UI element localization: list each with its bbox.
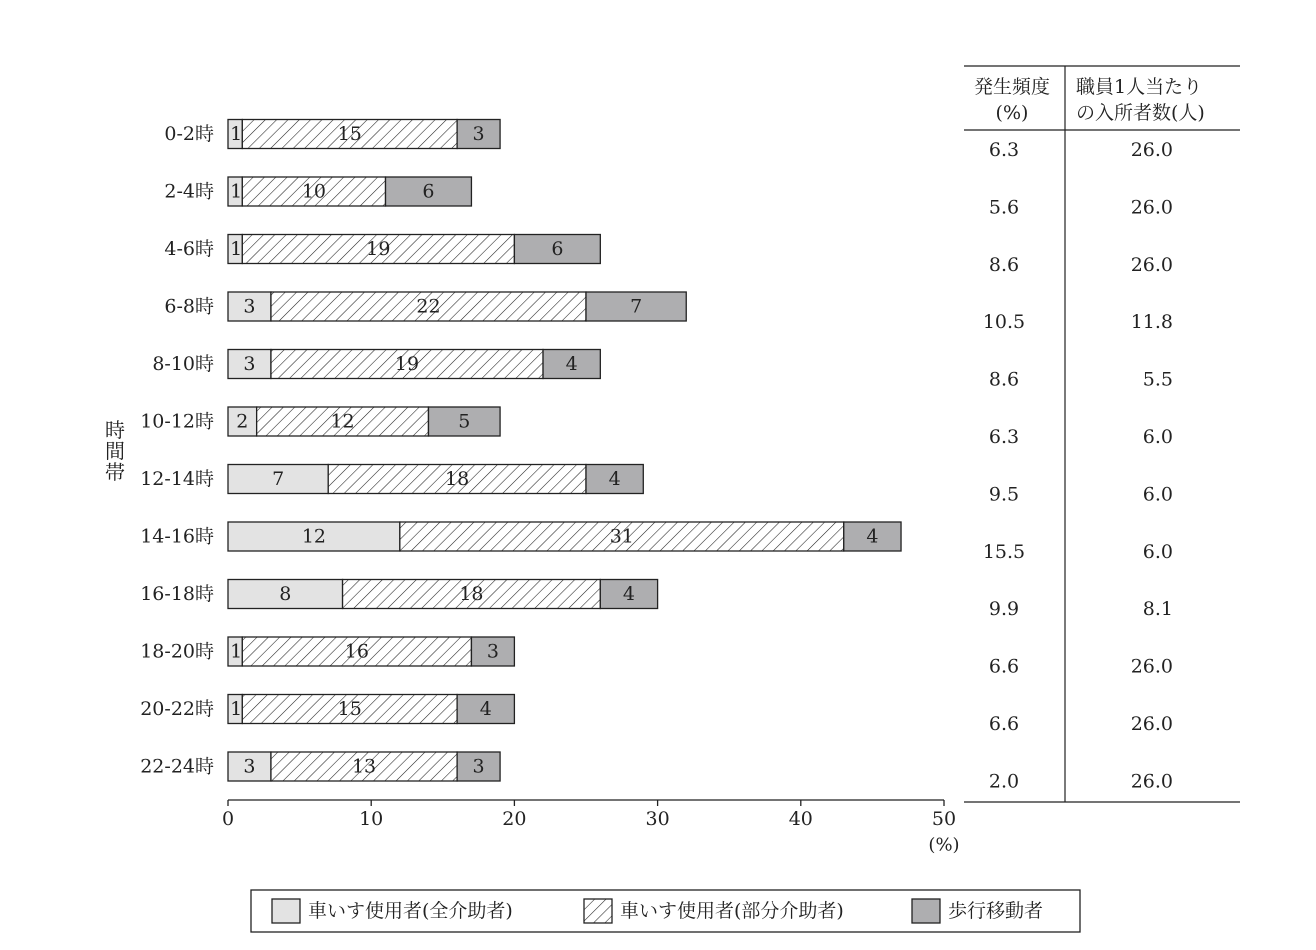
y-axis-label-char: 間 xyxy=(105,439,125,463)
category-label: 2-4時 xyxy=(164,180,214,203)
table-cell-ratio: 26.0 xyxy=(1130,139,1173,161)
data-label: 22 xyxy=(416,295,441,318)
category-label: 20-22時 xyxy=(140,698,214,720)
table-cell-frequency: 9.9 xyxy=(988,598,1020,621)
category-label: 8-10時 xyxy=(152,353,214,375)
data-label: 4 xyxy=(565,353,578,375)
table-cell-ratio: 6.0 xyxy=(1142,483,1173,506)
table-header-ratio-unit: の入所者数(人) xyxy=(1076,102,1205,124)
data-label: 16 xyxy=(344,640,369,663)
table-cell-ratio: 26.0 xyxy=(1130,770,1173,793)
bars-layer xyxy=(140,120,901,782)
data-label: 19 xyxy=(394,353,420,375)
y-axis-label-char: 帯 xyxy=(105,460,125,484)
table-cell-frequency: 5.6 xyxy=(988,196,1020,219)
data-label: 3 xyxy=(243,353,256,375)
legend-label: 車いす使用者(全介助者) xyxy=(308,900,513,922)
data-label: 15 xyxy=(337,698,362,720)
category-label: 12-14時 xyxy=(140,468,214,490)
data-label: 4 xyxy=(608,468,621,490)
data-label: 7 xyxy=(272,468,285,490)
category-label: 18-20時 xyxy=(140,640,214,663)
data-label: 6 xyxy=(551,238,564,260)
table-cell-ratio: 11.8 xyxy=(1130,311,1173,334)
category-label: 6-8時 xyxy=(164,295,214,318)
legend-label: 車いす使用者(部分介助者) xyxy=(620,900,844,922)
category-label: 22-24時 xyxy=(140,755,214,778)
x-tick-label: 0 xyxy=(221,808,235,830)
data-label: 1 xyxy=(230,640,243,663)
data-label: 31 xyxy=(609,525,634,548)
table-header-ratio: 職員1人当たり xyxy=(1076,76,1203,98)
table-cell-frequency: 15.5 xyxy=(982,540,1026,563)
category-label: 14-16時 xyxy=(140,525,214,548)
data-label: 10 xyxy=(301,180,327,203)
category-label: 0-2時 xyxy=(164,123,214,145)
data-label: 3 xyxy=(243,755,256,778)
table-cell-ratio: 26.0 xyxy=(1130,713,1173,735)
table-cell-frequency: 2.0 xyxy=(988,770,1020,793)
table-cell-frequency: 8.6 xyxy=(988,368,1020,391)
table-cell-frequency: 10.5 xyxy=(982,311,1026,334)
x-tick-label: 30 xyxy=(645,808,670,830)
table-cell-ratio: 5.5 xyxy=(1142,368,1173,391)
x-unit-label: (%) xyxy=(928,834,960,856)
data-label: 4 xyxy=(866,525,879,548)
x-tick-label: 40 xyxy=(788,808,813,830)
table-cell-ratio: 6.0 xyxy=(1142,540,1173,563)
data-label: 2 xyxy=(236,410,249,433)
table-cell-frequency: 6.6 xyxy=(988,655,1020,678)
data-label: 19 xyxy=(366,238,391,260)
legend-swatch xyxy=(584,899,612,923)
table-cell-frequency: 6.3 xyxy=(988,426,1020,448)
data-label: 7 xyxy=(630,295,643,318)
data-label: 1 xyxy=(230,698,243,720)
data-label: 12 xyxy=(301,525,327,548)
y-axis-label-char: 時 xyxy=(105,418,125,442)
category-label: 4-6時 xyxy=(164,238,214,260)
data-label: 1 xyxy=(230,238,243,260)
data-label: 13 xyxy=(351,755,377,778)
legend-label: 歩行移動者 xyxy=(948,900,1044,922)
x-tick-label: 10 xyxy=(359,808,384,830)
category-label: 10-12時 xyxy=(140,410,214,433)
data-label: 4 xyxy=(622,583,636,605)
data-label: 8 xyxy=(279,583,292,605)
table-cell-ratio: 26.0 xyxy=(1130,655,1173,678)
data-label: 3 xyxy=(486,640,499,663)
table-cell-ratio: 6.0 xyxy=(1142,426,1173,448)
data-label: 3 xyxy=(472,123,485,145)
data-label: 6 xyxy=(422,180,435,203)
data-label: 18 xyxy=(459,583,484,605)
table-header-frequency: 発生頻度 xyxy=(973,76,1051,98)
table-cell-frequency: 6.6 xyxy=(988,713,1020,735)
table-cell-ratio: 8.1 xyxy=(1142,598,1173,621)
x-tick-label: 50 xyxy=(931,808,957,830)
legend-swatch xyxy=(912,899,940,923)
legend-swatch xyxy=(272,899,300,923)
data-label: 5 xyxy=(458,410,471,433)
table-cell-frequency: 9.5 xyxy=(988,483,1020,506)
legend xyxy=(251,890,1080,932)
table-cell-ratio: 26.0 xyxy=(1130,253,1173,276)
data-label: 3 xyxy=(243,295,256,318)
table-header-frequency-unit: (%) xyxy=(995,102,1029,124)
data-label: 3 xyxy=(472,755,485,778)
data-label: 4 xyxy=(479,698,492,720)
category-label: 16-18時 xyxy=(140,583,214,605)
table-cell-frequency: 6.3 xyxy=(988,139,1020,161)
data-label: 1 xyxy=(230,180,243,203)
data-label: 12 xyxy=(330,410,355,433)
table-cell-ratio: 26.0 xyxy=(1130,196,1173,219)
data-label: 1 xyxy=(230,123,243,145)
x-tick-label: 20 xyxy=(502,808,527,830)
data-label: 18 xyxy=(445,468,470,490)
data-label: 15 xyxy=(337,123,362,145)
table-cell-frequency: 8.6 xyxy=(988,253,1020,276)
data-table xyxy=(964,66,1240,802)
